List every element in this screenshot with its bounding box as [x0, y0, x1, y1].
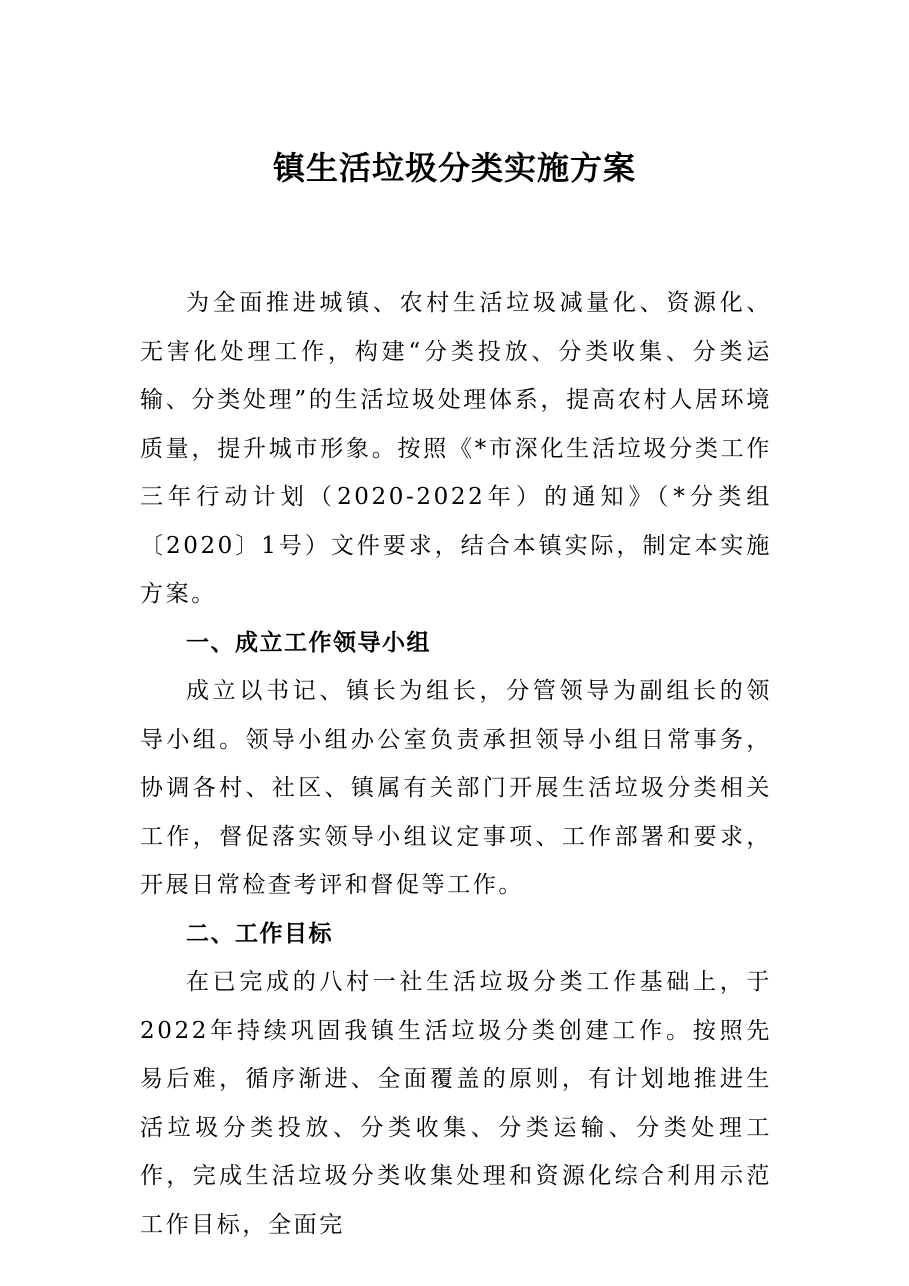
section-heading-leadership: 一、成立工作领导小组 — [186, 629, 431, 656]
document-body — [140, 279, 772, 1249]
document-title: 镇生活垃圾分类实施方案 — [272, 149, 636, 187]
section-paragraph-goals: 在已完成的八村一社生活垃圾分类工作基础上，于2022年持续巩固我镇生活垃圾分类创建工作。按照先易后难，循序渐进、全面覆盖的原则，有计划地推进生活垃圾分类投放、分类收集、分类运输、分类处理工作，完成生活垃圾分类收集处理和资源化综合利用示范工作目标，全面完 — [140, 969, 772, 1238]
section-heading-goals: 二、工作目标 — [186, 920, 333, 947]
section-paragraph-leadership: 成立以书记、镇长为组长，分管领导为副组长的领导小组。领导小组办公室负责承担领导小组日常事务，协调各村、社区、镇属有关部门开展生活垃圾分类相关工作，督促落实领导小组议定事项、工作部署和要求，开展日常检查考评和督促等工作。 — [140, 678, 772, 898]
intro-paragraph: 为全面推进城镇、农村生活垃圾减量化、资源化、无害化处理工作，构建“分类投放、分类收集、分类运输、分类处理”的生活垃圾处理体系，提高农村人居环境质量，提升城市形象。按照《*市深化生活垃圾分类工作三年行动计划（2020-2022年）的通知》（*分类组〔2020〕1号）文件要求，结合本镇实际，制定本实施方案。 — [140, 290, 772, 607]
